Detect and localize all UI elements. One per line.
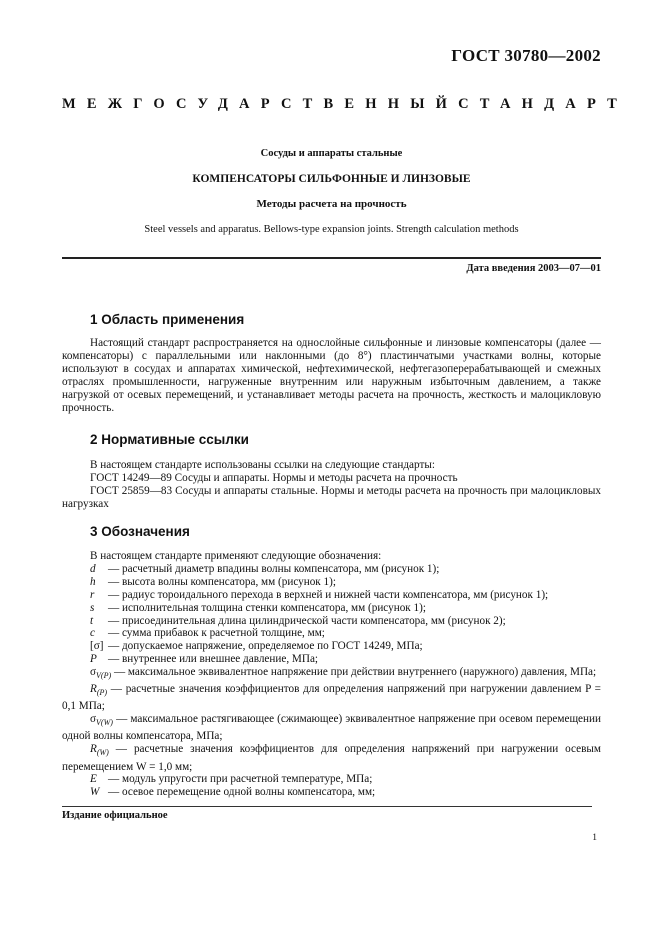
title-category: Сосуды и аппараты стальные xyxy=(260,148,403,159)
title-main: КОМПЕНСАТОРЫ СИЛЬФОННЫЕ И ЛИНЗОВЫЕ xyxy=(192,173,471,185)
section-2-ref-2: ГОСТ 25859—83 Сосуды и аппараты стальные. Нормы и методы расчета на прочность при малоцикловых нагрузках xyxy=(62,484,601,510)
section-3-heading: 3 Обозначения xyxy=(90,524,190,539)
symbol-list xyxy=(62,563,601,666)
section-3-body xyxy=(62,550,601,799)
list-item: c — сумма прибавок к расчетной толщине, мм; xyxy=(90,627,325,640)
section-2-ref-1: ГОСТ 14249—89 Сосуды и аппараты. Нормы и методы расчета на прочность xyxy=(90,471,458,484)
list-item: h — высота волны компенсатора, мм (рисунок 1); xyxy=(90,575,336,588)
section-2-intro: В настоящем стандарте использованы ссылки на следующие стандарты: xyxy=(90,459,435,471)
title-english: Steel vessels and apparatus. Bellows-type expansion joints. Strength calculation methods xyxy=(144,224,519,235)
introduction-date: Дата введения 2003—07—01 xyxy=(466,263,601,274)
section-3-intro: В настоящем стандарте применяют следующие обозначения: xyxy=(90,550,382,562)
list-item: $\sigma_{V(P)}$ — максимальное эквивалентное напряжение при действии внутреннего (наружного) давления, МПа; xyxy=(90,666,597,681)
section-2-body xyxy=(62,459,601,511)
list-item: $R_{(W)}$ — расчетные значения коэффициентов для определения напряжений при нагружении осевым перемещением W = 1,0 мм; xyxy=(62,743,601,773)
list-item: E — модуль упругости при расчетной температуре, МПа; xyxy=(90,773,373,786)
list-item: d — расчетный диаметр впадины волны компенсатора, мм (рисунок 1); xyxy=(90,562,440,575)
list-item: W — осевое перемещение одной волны компенсатора, мм; xyxy=(90,786,376,799)
list-item: [σ] — допускаемое напряжение, определяемое по ГОСТ 14249, МПа; xyxy=(90,640,423,653)
page-number: 1 xyxy=(592,833,597,843)
section-1-body xyxy=(62,337,601,414)
list-item: s — исполнительная толщина стенки компенсатора, мм (рисунок 1); xyxy=(90,601,426,614)
footer-divider xyxy=(62,806,592,807)
title-block xyxy=(62,148,601,235)
document-code: ГОСТ 30780—2002 xyxy=(451,46,601,65)
list-item: r — радиус тороидального перехода в верхней и нижней части компенсатора, мм (рисунок 1); xyxy=(90,588,549,601)
section-1-paragraph: Настоящий стандарт распространяется на однослойные сильфонные и линзовые компенсаторы (далее — компенсаторы) с параллельными или наклонными (до 8°) пластинчатыми участками волны, которые используют в сосудах и аппаратах химической, нефтехимической, нефтегазоперерабатывающей и смежных отраслях промышленности, нагруженные внутренним или наружным избыточным давлением, а также нагрузкой от осевых перемещений, и устанавливает методы расчета на прочность, жесткость и малоцикловую прочность. xyxy=(62,337,601,414)
section-2-heading: 2 Нормативные ссылки xyxy=(90,432,249,447)
section-1-heading: 1 Область применения xyxy=(90,312,245,327)
header-divider xyxy=(62,257,601,259)
list-item: $\sigma_{V(W)}$ — максимальное растягивающее (сжимающее) эквивалентное напряжение при осевом перемещении одной волны компенсатора, МПа; xyxy=(62,713,601,743)
list-item: P — внутреннее или внешнее давление, МПа; xyxy=(90,653,319,666)
banner-word-1: МЕЖГОСУДАРСТВЕННЫЙ xyxy=(62,96,459,112)
title-sub: Методы расчета на прочность xyxy=(256,198,407,210)
list-item: $R_{(P)}$ — расчетные значения коэффициентов для определения напряжений при нагружении давлением P = 0,1 МПа; xyxy=(62,683,601,713)
edition-label: Издание официальное xyxy=(62,810,168,821)
symbol-list-2 xyxy=(62,773,601,799)
state-standard-banner xyxy=(62,96,629,113)
list-item: t — присоединительная длина цилиндрической части компенсатора, мм (рисунок 2); xyxy=(90,614,506,627)
banner-word-2: СТАНДАРТ xyxy=(458,96,629,112)
